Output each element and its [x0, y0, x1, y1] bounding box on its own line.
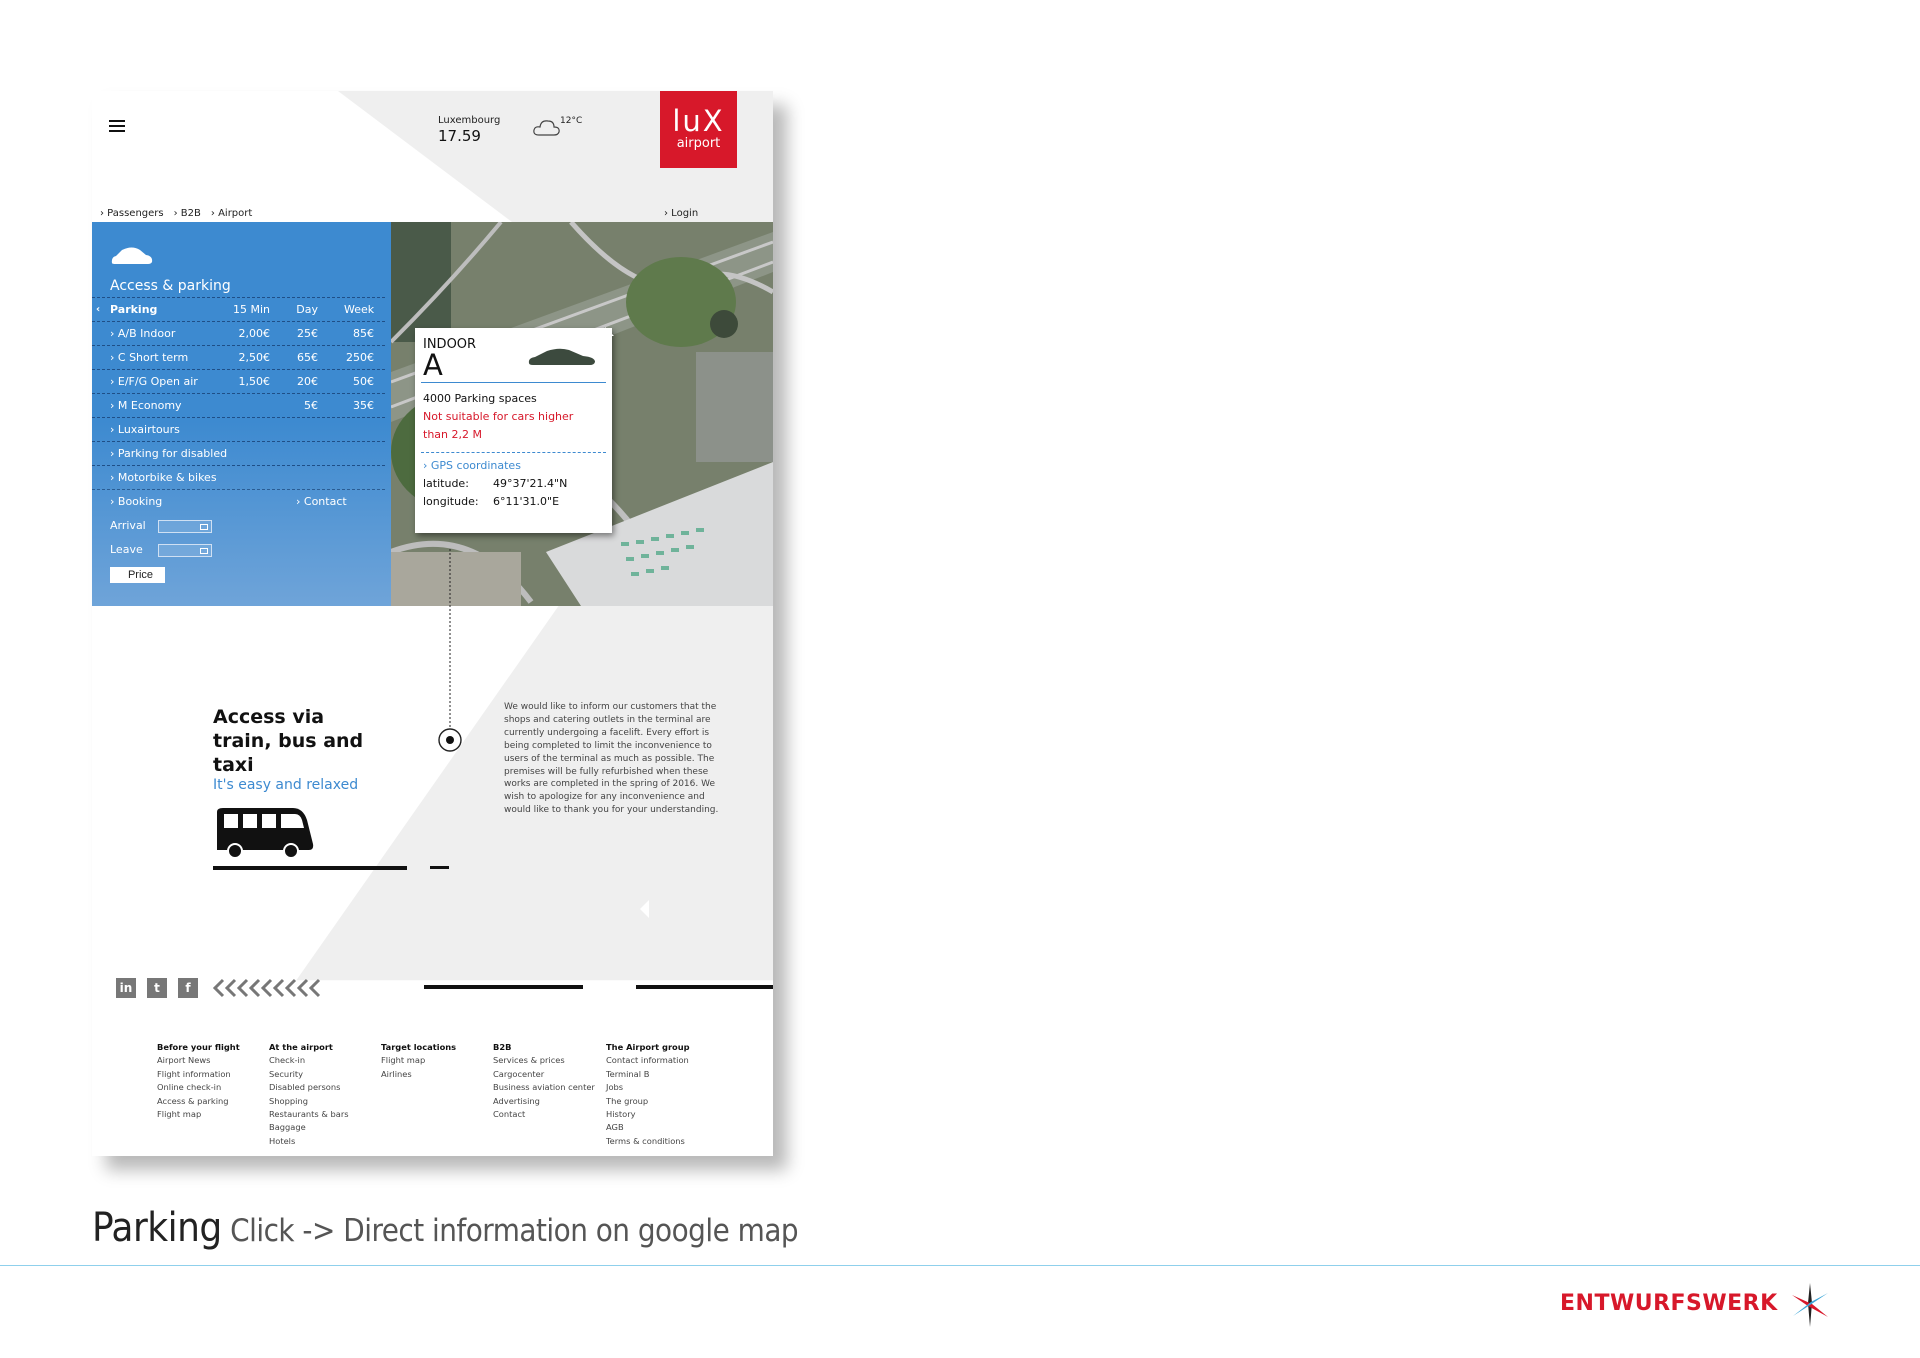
row-15min: 2,50€: [238, 351, 270, 364]
terminal-notice: We would like to inform our customers that the shops and catering outlets in the terminal are currently undergoing a facelift. Every effort is being completed to limit the inconvenience to users of the terminal as much as possible. The premises will be fully refurbished when these works are completed in the spring of 2016. We wish to apologize for any inconvenience and would like to thank you for your understanding.: [504, 702, 719, 816]
link-label: › Motorbike & bikes: [110, 471, 217, 484]
footer-link[interactable]: Terminal B: [606, 1068, 650, 1079]
footer-link[interactable]: The group: [606, 1095, 649, 1106]
chevrons-left-icon[interactable]: [213, 978, 323, 998]
footer-link[interactable]: Flight map: [157, 1109, 202, 1120]
footer-link[interactable]: Jobs: [606, 1082, 624, 1093]
logo-subword: airport: [676, 136, 721, 151]
parking-row-ab-indoor[interactable]: [92, 321, 385, 345]
row-name: › M Economy: [110, 399, 182, 412]
row-day: 65€: [297, 351, 318, 364]
footer-link[interactable]: Contact: [493, 1109, 526, 1120]
row-day: 5€: [304, 399, 318, 412]
access-subtitle: It's easy and relaxed: [213, 777, 359, 793]
brand-star-icon: [1790, 1283, 1830, 1327]
footer-link[interactable]: Check-in: [269, 1055, 306, 1066]
longitude-label: longitude:: [423, 495, 479, 508]
leave-date-input[interactable]: [158, 544, 212, 557]
longitude-value: 6°11'31.0"E: [493, 495, 560, 508]
lux-airport-logo[interactable]: [660, 91, 737, 168]
back-chevron-icon[interactable]: ‹: [96, 304, 101, 315]
info-label: INDOOR: [423, 337, 477, 352]
slider-indicator-bar[interactable]: [424, 985, 583, 989]
car-icon: [527, 346, 597, 368]
booking-link[interactable]: › Booking: [110, 495, 163, 508]
row-15min: 2,00€: [238, 327, 270, 340]
footer-heading: B2B: [493, 1042, 512, 1052]
arrival-date-input[interactable]: [158, 520, 212, 533]
slider-indicator-bar[interactable]: [636, 985, 773, 989]
access-title: Access via train, bus and taxi: [213, 706, 364, 776]
leave-label: Leave: [110, 543, 143, 556]
link-label: › Parking for disabled: [110, 447, 228, 460]
footer-link[interactable]: History: [606, 1109, 636, 1120]
footer-link[interactable]: Online check-in: [157, 1082, 222, 1093]
access-parking-panel: [92, 222, 391, 606]
footer-link[interactable]: Airlines: [381, 1068, 412, 1079]
row-week: 50€: [353, 375, 374, 388]
footer-link[interactable]: AGB: [606, 1122, 624, 1133]
map-connector-line: [438, 549, 468, 759]
parking-row-c-short-term[interactable]: [92, 345, 385, 369]
footer-heading: Before your flight: [157, 1042, 240, 1052]
calendar-icon: [200, 548, 208, 554]
footer-link[interactable]: Business aviation center: [493, 1082, 595, 1093]
footer-link[interactable]: Disabled persons: [269, 1082, 341, 1093]
breadcrumb-airport[interactable]: › Airport: [210, 208, 253, 219]
footer-heading: Target locations: [381, 1042, 457, 1052]
arrival-label: Arrival: [110, 519, 146, 532]
link-label: › Luxairtours: [110, 423, 180, 436]
price-button[interactable]: Price: [110, 567, 165, 583]
parking-header-row: [92, 297, 385, 321]
link-motorbike-bikes[interactable]: [92, 465, 385, 489]
row-name: › E/F/G Open air: [110, 375, 198, 388]
row-day: 20€: [297, 375, 318, 388]
card-corner: [605, 327, 614, 336]
footer-link[interactable]: Restaurants & bars: [269, 1109, 349, 1120]
col-parking: Parking: [110, 303, 158, 316]
parking-info-card: [415, 328, 612, 533]
link-parking-disabled[interactable]: [92, 441, 385, 465]
footer-link[interactable]: Shopping: [269, 1095, 308, 1106]
divider: [421, 452, 606, 453]
footer-link[interactable]: Terms & conditions: [606, 1135, 685, 1146]
parking-row-efg-open-air[interactable]: [92, 369, 385, 393]
breadcrumb-b2b[interactable]: › B2B: [173, 208, 201, 219]
panel-title: Access & parking: [110, 278, 231, 294]
footer-col-b2b: [493, 1041, 603, 1121]
hamburger-menu-icon[interactable]: [109, 120, 125, 134]
latitude-value: 49°37'21.4"N: [493, 477, 568, 490]
link-luxairtours[interactable]: [92, 417, 385, 441]
row-name: › A/B Indoor: [110, 327, 176, 340]
footer-link[interactable]: Flight information: [157, 1068, 231, 1079]
login-link[interactable]: › Login: [664, 208, 699, 219]
footer-link[interactable]: Services & prices: [493, 1055, 565, 1066]
slide-caption: [92, 1205, 798, 1251]
footer-col-at-airport: [269, 1041, 379, 1148]
footer-col-airport-group: [606, 1041, 716, 1148]
row-name: › C Short term: [110, 351, 189, 364]
gps-coordinates-link[interactable]: › GPS coordinates: [423, 459, 521, 472]
page-mockup: [92, 91, 773, 1156]
twitter-icon[interactable]: t: [147, 978, 167, 998]
footer-link[interactable]: Cargocenter: [493, 1068, 545, 1079]
row-week: 250€: [346, 351, 374, 364]
footer-link[interactable]: Security: [269, 1068, 304, 1079]
col-day: Day: [296, 303, 318, 316]
footer-link[interactable]: Airport News: [157, 1055, 211, 1066]
weather-city: Luxembourg: [438, 115, 501, 126]
footer-link[interactable]: Flight map: [381, 1055, 426, 1066]
parking-row-m-economy[interactable]: [92, 393, 385, 417]
row-week: 35€: [353, 399, 374, 412]
footer-link[interactable]: Contact information: [606, 1055, 689, 1066]
col-week: Week: [344, 303, 375, 316]
row-week: 85€: [353, 327, 374, 340]
footer-link[interactable]: Hotels: [269, 1135, 296, 1146]
footer-heading: The Airport group: [606, 1042, 690, 1052]
footer-link[interactable]: Advertising: [493, 1095, 540, 1106]
footer-col-target-locations: [381, 1041, 491, 1081]
calendar-icon: [200, 524, 208, 530]
local-time: 17.59: [438, 127, 481, 145]
logo-word: luX: [672, 104, 725, 138]
brand-wordmark: ENTWURFSWERK: [1560, 1291, 1778, 1316]
temperature: 12°C: [560, 116, 583, 126]
divider: [421, 382, 606, 383]
parking-spaces: 4000 Parking spaces: [423, 392, 537, 405]
caption-rule: [0, 1265, 1920, 1266]
breadcrumb: [100, 208, 252, 219]
caption-title: Parking: [92, 1205, 222, 1251]
latitude-label: latitude:: [423, 477, 469, 490]
divider-line: [213, 866, 407, 870]
contact-link[interactable]: › Contact: [296, 495, 347, 508]
footer-col-before-flight: [157, 1041, 267, 1121]
col-15min: 15 Min: [232, 303, 270, 316]
footer-link[interactable]: Access & parking: [157, 1095, 229, 1106]
car-icon: [110, 246, 154, 266]
cloud-icon: [532, 117, 562, 137]
slider-prev-arrow-icon[interactable]: [640, 900, 649, 918]
caption-subtitle: Click -> Direct information on google map: [221, 1213, 799, 1249]
booking-row: [92, 489, 385, 513]
height-warning: Not suitable for cars higher: [423, 410, 574, 423]
breadcrumb-passengers[interactable]: › Passengers: [100, 208, 164, 219]
divider-line-short: [430, 866, 449, 869]
row-15min: 1,50€: [238, 375, 270, 388]
info-letter: A: [423, 348, 443, 382]
height-warning-line2: than 2,2 M: [423, 428, 482, 441]
linkedin-icon[interactable]: in: [116, 978, 136, 998]
row-day: 25€: [297, 327, 318, 340]
facebook-icon[interactable]: f: [178, 978, 198, 998]
footer-link[interactable]: Baggage: [269, 1122, 306, 1133]
footer-heading: At the airport: [269, 1042, 333, 1052]
bus-icon: [213, 806, 318, 861]
